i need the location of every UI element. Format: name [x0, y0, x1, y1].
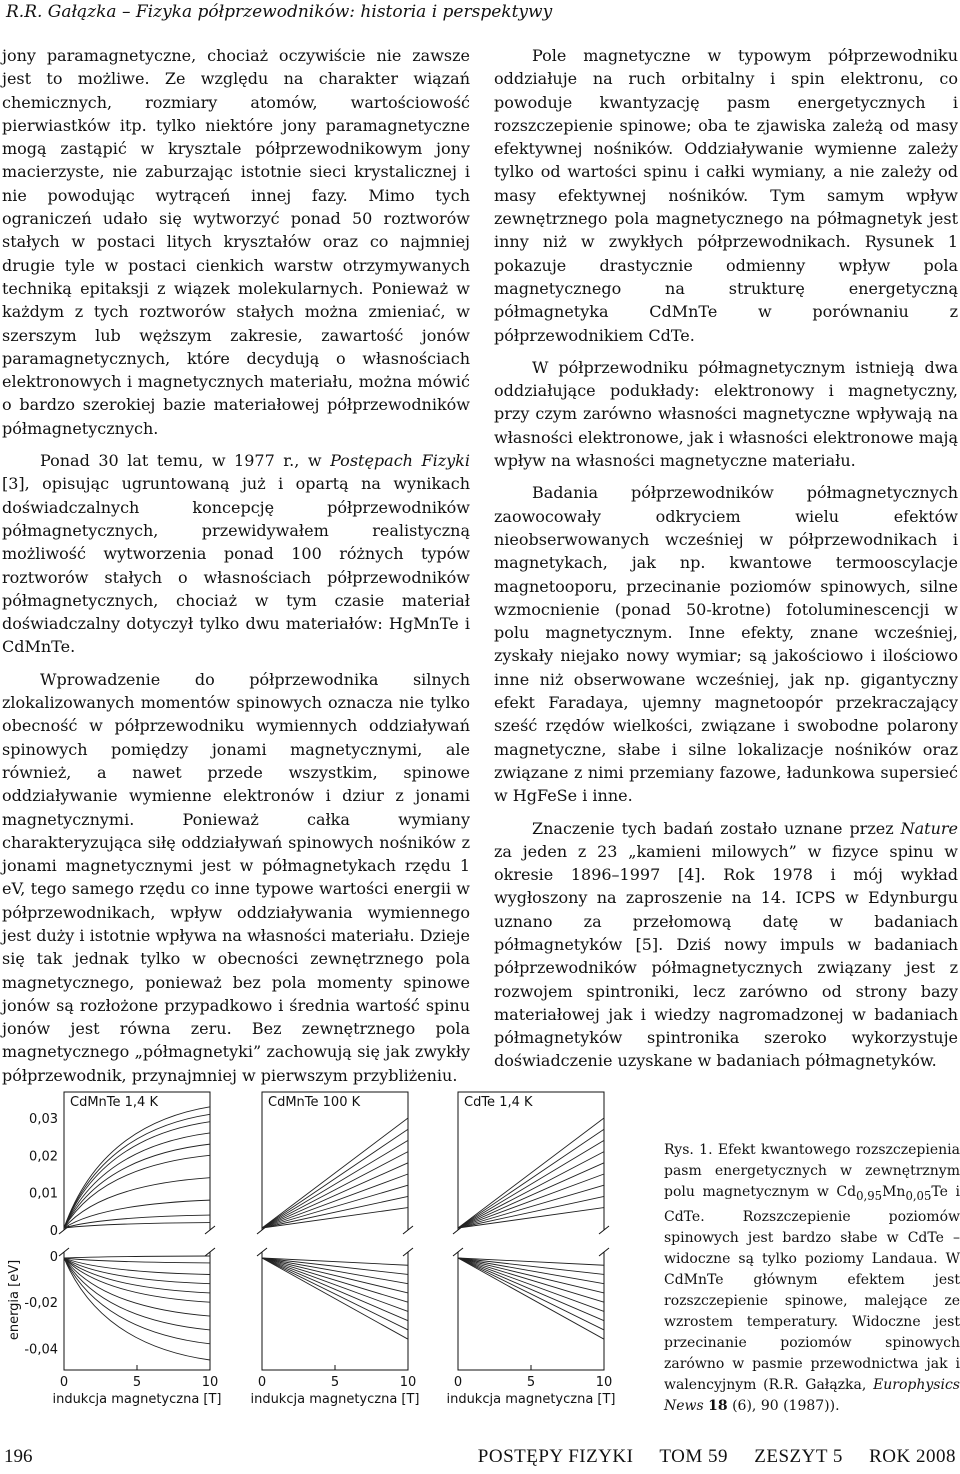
y-tick-label: 0: [49, 1250, 58, 1265]
conduction-level-line: [64, 1122, 210, 1228]
conduction-level-line: [262, 1185, 408, 1228]
paragraph: Badania półprzewodników półmagnetycznych zaowocowały odkryciem wielu efektów nieobserwowanych wcześniej w półprzewodnikach i magnetykach, jak np. kwantowe termooscylacje magnetooporu, przecinanie poziomów spinowych, silne wzmocnienie (ponad 50-krotne) fotoluminescencji w polu magnetycznym. Inne efekty, znane wcześniej, zyskały niejako nowy wymiar; są jakościowo i ilościowo inne niż obserwowane wcześniej, jak np. gigantyczny efekt Faradaya, ujemny magnetoopór przekraczający sześć rzędów wielkości, związane i swobodne polarony magnetyczne, słabe i silne lokalizacje nośników oraz związane z nimi przemiany fazowe, ładunkowa supersieć w HgFeSe i inne.: [494, 483, 958, 806]
figure-caption: Rys. 1. Efekt kwantowego rozszczepienia pasm energetycznych w zewnętrznym polu magnetycznym w $Cd_{0,95}Mn_{0,05}Te$ i CdTe. Rozszczepienie poziomów spinowych jest bardzo słabe w CdTe – widoczne są tylko poziomy Landaua. W CdMnTe głównym efektem jest rozszczepienie spinowe, malejące ze wzrostem temperatury. Widoczne jest przecinanie poziomów spinowych zarówno w pasmie przewodnictwa jak i walencyjnym (R.R. Gałązka, Europhysics News 18 (6), 90 (1987)).: [664, 1142, 960, 1414]
valence-level-line: [64, 1258, 210, 1293]
panel-title: CdMnTe 100 K: [268, 1095, 361, 1110]
running-head: R.R. Gałązka – Fizyka półprzewodników: historia i perspektywy: [6, 2, 553, 22]
x-tick-label: 10: [595, 1375, 613, 1390]
valence-level-line: [64, 1258, 210, 1263]
valence-level-line: [458, 1258, 604, 1293]
panel-frame: [458, 1092, 604, 1230]
conduction-level-line: [262, 1152, 408, 1228]
conduction-level-line: [458, 1140, 604, 1228]
x-tick-label: 5: [526, 1375, 536, 1390]
y-tick-label: 0,03: [29, 1112, 58, 1127]
x-tick-label: 10: [201, 1375, 219, 1390]
x-axis-label: indukcja magnetyczna [T]: [52, 1392, 222, 1407]
valence-level-line: [262, 1258, 408, 1330]
y-tick-label: 0,01: [29, 1186, 58, 1202]
y-axis-label: energia [eV]: [7, 1259, 22, 1341]
axis-break-mark: [599, 1226, 609, 1256]
conduction-level-line: [458, 1152, 604, 1228]
page-number: 196: [4, 1446, 33, 1467]
conduction-level-line: [64, 1155, 210, 1228]
figure-energy-levels: [0, 1080, 660, 1435]
y-tick-label: 0,02: [29, 1149, 58, 1165]
conduction-level-line: [262, 1129, 408, 1228]
y-tick-label: -0,04: [24, 1342, 58, 1358]
panel-frame: [64, 1252, 210, 1370]
paragraph: Znaczenie tych badań zostało uznane przez Nature za jeden z 23 „kamieni milowych” w fizyce spinu w okresie 1896–1997 [4]. Rok 1978 i mój wykład wygłoszony na zaproszenie na 14. ICPS w Edynburgu uznano za przełomową datę w badaniach półmagnetyków [5]. Dziś nowy impuls w badaniach półprzewodników półmagnetycznych związany jest z rozwojem spintroniki, lecz zarówno od strony bazy materiałowej jak i wiedzy nagromadzonej w badaniach półmagnetyków spintronika szeroko wykorzystuje doświadczenie uzyskane w badaniach półmagnetyków.: [494, 818, 958, 1071]
x-tick-label: 5: [132, 1375, 142, 1390]
axis-break-mark: [403, 1226, 413, 1256]
x-axis-label: indukcja magnetyczna [T]: [250, 1392, 420, 1407]
right-column: [494, 44, 958, 1082]
x-tick-label: 0: [59, 1375, 69, 1390]
axis-break-mark: [59, 1226, 69, 1256]
axis-break-mark: [205, 1226, 215, 1256]
x-tick-label: 0: [453, 1375, 463, 1390]
axis-break-mark: [257, 1226, 267, 1256]
left-column: [2, 44, 470, 1096]
paragraph: Pole magnetyczne w typowym półprzewodniku oddziałuje na ruch orbitalny i spin elektronu, co powoduje kwantyzację pasm energetycznych i rozszczepienie spinowe; oba te zjawiska zależą od masy efektywnej nośników. Oddziaływanie wymienne zależy tylko od wartości spinu i całki wymiany, a nie zależy od masy efektywnej nośników. Tym samym wpływ zewnętrznego pola magnetycznego na półmagnetyk jest inny niż w zwykłych półprzewodnikach. Rysunek 1 pokazuje drastycznie odmienny wpływ pola magnetycznego na strukturę energetyczną półmagnetyka CdMnTe w porównaniu z półprzewodnikiem CdTe.: [494, 46, 958, 345]
conduction-level-line: [262, 1140, 408, 1228]
valence-level-line: [64, 1258, 210, 1360]
conduction-level-line: [458, 1185, 604, 1228]
axis-break-mark: [453, 1226, 463, 1256]
x-axis-label: indukcja magnetyczna [T]: [446, 1392, 616, 1407]
paragraph: Ponad 30 lat temu, w 1977 r., w Postępach Fizyki [3], opisując ugruntowaną już i opartą na wynikach doświadczalnych koncepcję półprzewodników półmagnetycznych, przewidywałem realistyczną możliwość wytworzenia ponad 100 różnych typów roztworów stałych o własnościach półprzewodników półmagnetycznych, chociaż w tym czasie materiał doświadczalny dotyczył tylko dwu materiałów: HgMnTe i CdMnTe.: [2, 451, 470, 657]
valence-level-line: [64, 1258, 210, 1316]
valence-level-line: [64, 1258, 210, 1274]
y-tick-label: 0: [49, 1224, 58, 1239]
conduction-level-line: [458, 1129, 604, 1228]
x-tick-label: 5: [330, 1375, 340, 1390]
paragraph: jony paramagnetyczne, chociaż oczywiście nie zawsze jest to możliwe. Ze względu na charakter wiązań chemicznych, rozmiary atomów, wartościowość pierwiastków itp. tylko niektóre jony paramagnetyczne mogą zastąpić w krysztale półprzewodnikowym jony macierzyste, nie zaburzając istotnie sieci krystalicznej i nie powodując wytrąceń innej fazy. Mimo tych ograniczeń udało się wytworzyć ponad 50 roztworów stałych w postaci litych kryształów oraz co najmniej drugie tyle w postaci cienkich warstw otrzymywanych techniką epitaksji z wiązek molekularnych. Ponieważ w każdym z tych roztworów stałych można zmieniać, w szerszym lub węższym zakresie, zawartość jonów paramagnetycznych, które decydują o własnościach elektronowych i magnetycznych materiału, można mówić o bardzo szerokiej bazie materiałowej półprzewodników półmagnetycznych.: [2, 46, 470, 438]
valence-level-line: [458, 1258, 604, 1321]
valence-level-line: [64, 1256, 210, 1258]
valence-level-line: [262, 1258, 408, 1321]
y-tick-label: -0,02: [24, 1296, 58, 1312]
valence-level-line: [458, 1258, 604, 1339]
paragraph: Wprowadzenie do półprzewodnika silnych zlokalizowanych momentów spinowych oznacza nie tylko obecność w półprzewodniku wymiennych oddziaływań spinowych pomiędzy jonami magnetycznymi, ale również, a nawet przede wszystkim, spinowe oddziaływanie wymienne elektronów i dziur z jonami magnetycznymi. Ponieważ całka wymiany charakteryzująca siłę oddziaływań spinowych nośników z jonami magnetycznymi jest w półmagnetykach rzędu 1 eV, tego samego rzędu co inne typowe wartości energii w półprzewodnikach, wpływ oddziaływania wymiennego jest duży i istotnie wpływa na własności materiału. Dzieje się tak jednak tylko w obecności zewnętrznego pola magnetycznego, ponieważ bez pola momenty spinowe jonów są rozłożone przypadkowo i średnia wartość spinu jonów jest równa zeru. Bez zewnętrznego pola magnetycznego „półmagnetyki” zachowują się jak zwykły półprzewodnik, przynajmniej w pierwszym przybliżeniu.: [2, 669, 470, 1085]
x-tick-label: 0: [257, 1375, 267, 1390]
valence-level-line: [458, 1258, 604, 1330]
valence-level-line: [262, 1258, 408, 1293]
panel-title: CdTe 1,4 K: [464, 1095, 533, 1110]
valence-level-line: [64, 1258, 210, 1330]
panel-title: CdMnTe 1,4 K: [70, 1095, 158, 1110]
panel-frame: [262, 1092, 408, 1230]
paragraph: W półprzewodniku półmagnetycznym istnieją dwa oddziałujące podukłady: elektronowy i magnetyczny, przy czym zarówno własności magnetyczne wpływają na własności elektronowe, jak i własności elektronowe mają wpływ na własności magnetyczne materiału.: [494, 357, 958, 471]
journal-info: POSTĘPY FIZYKI TOM 59 ZESZYT 5 ROK 2008: [477, 1446, 956, 1467]
valence-level-line: [262, 1258, 408, 1339]
x-tick-label: 10: [399, 1375, 417, 1390]
